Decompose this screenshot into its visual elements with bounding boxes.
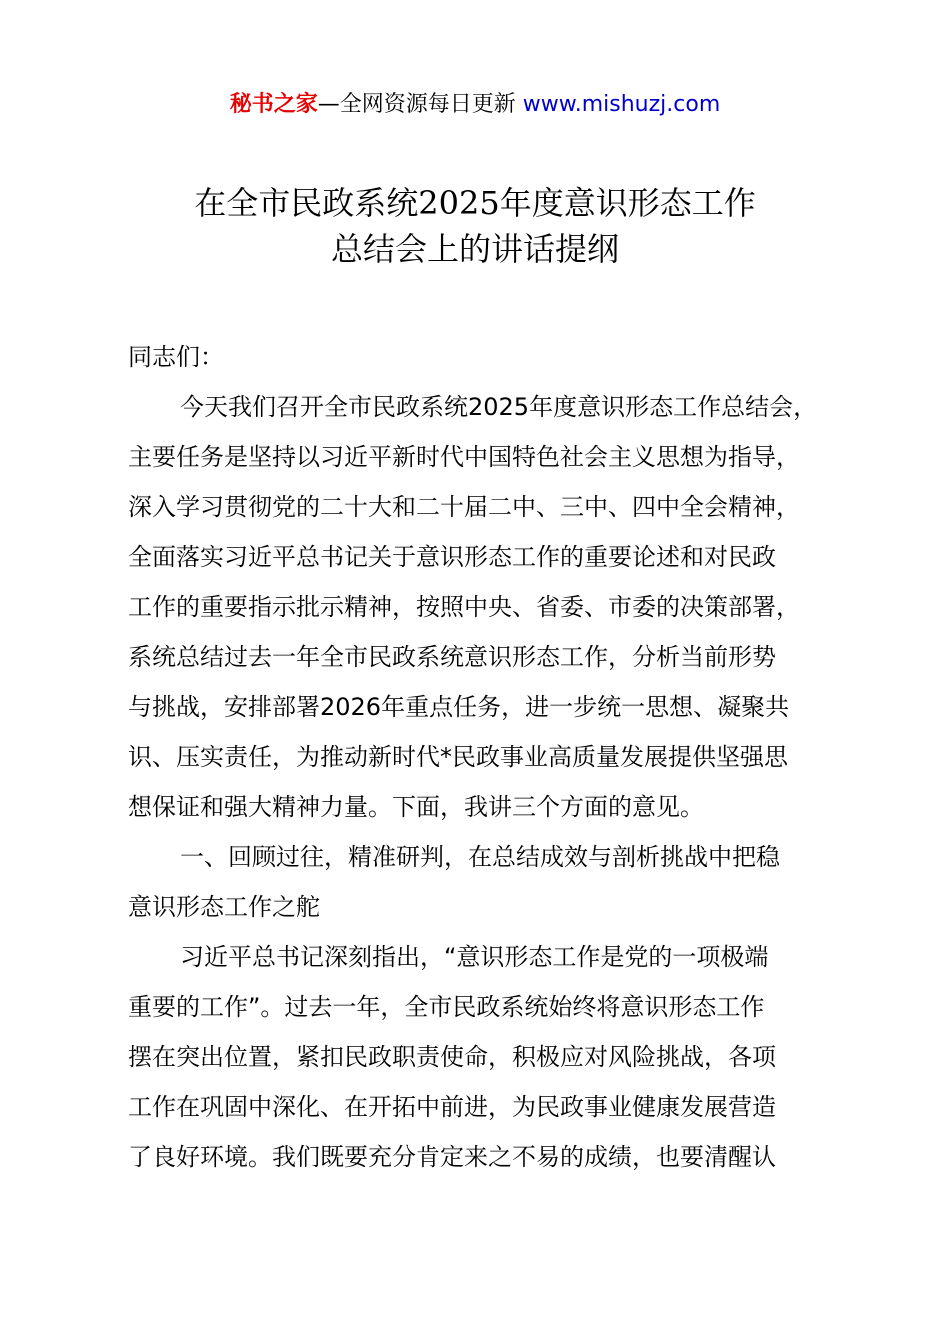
paragraph-line: 全面落实习近平总书记关于意识形态工作的重要论述和对民政 [128,543,776,571]
site-url-link[interactable]: www.mishuzj.com [522,92,721,117]
paragraph-line: 今天我们召开全市民政系统2025年度意识形态工作总结会， [180,393,818,421]
title-line-1: 在全市民政系统2025年度意识形态工作 [194,184,756,222]
paragraph-line: 习近平总书记深刻指出，“意识形态工作是党的一项极端 [180,943,769,971]
header-slogan: —全网资源每日更新 [317,92,516,117]
paragraph-line: 工作的重要指示批示精神，按照中央、省委、市委的决策部署， [128,593,800,621]
paragraph-line: 主要任务是坚持以习近平新时代中国特色社会主义思想为指导， [128,443,800,471]
document-title [0,180,950,272]
document-body [128,332,838,1182]
title-line-2: 总结会上的讲话提纲 [330,230,619,268]
paragraph-line: 重要的工作”。过去一年，全市民政系统始终将意识形态工作 [128,993,765,1021]
section-heading-line: 意识形态工作之舵 [128,893,320,921]
paragraph-line: 深入学习贯彻党的二十大和二十届二中、三中、四中全会精神， [128,493,800,521]
paragraph-line: 摆在突出位置，紧扣民政职责使命，积极应对风险挑战，各项 [128,1043,776,1071]
paragraph-line: 工作在巩固中深化、在开拓中前进，为民政事业健康发展营造 [128,1093,776,1121]
site-header [0,88,950,122]
section-heading-line: 一、回顾过往，精准研判，在总结成效与剖析挑战中把稳 [180,843,780,871]
paragraph-line: 识、压实责任，为推动新时代*民政事业高质量发展提供坚强思 [128,743,788,771]
paragraph-line: 想保证和强大精神力量。下面，我讲三个方面的意见。 [128,793,704,821]
brand-name: 秘书之家 [229,92,318,117]
paragraph-line: 系统总结过去一年全市民政系统意识形态工作，分析当前形势 [128,643,776,671]
salutation: 同志们： [128,343,224,371]
paragraph-line: 了良好环境。我们既要充分肯定来之不易的成绩，也要清醒认 [128,1143,776,1171]
paragraph-line: 与挑战，安排部署2026年重点任务，进一步统一思想、凝聚共 [128,693,790,721]
